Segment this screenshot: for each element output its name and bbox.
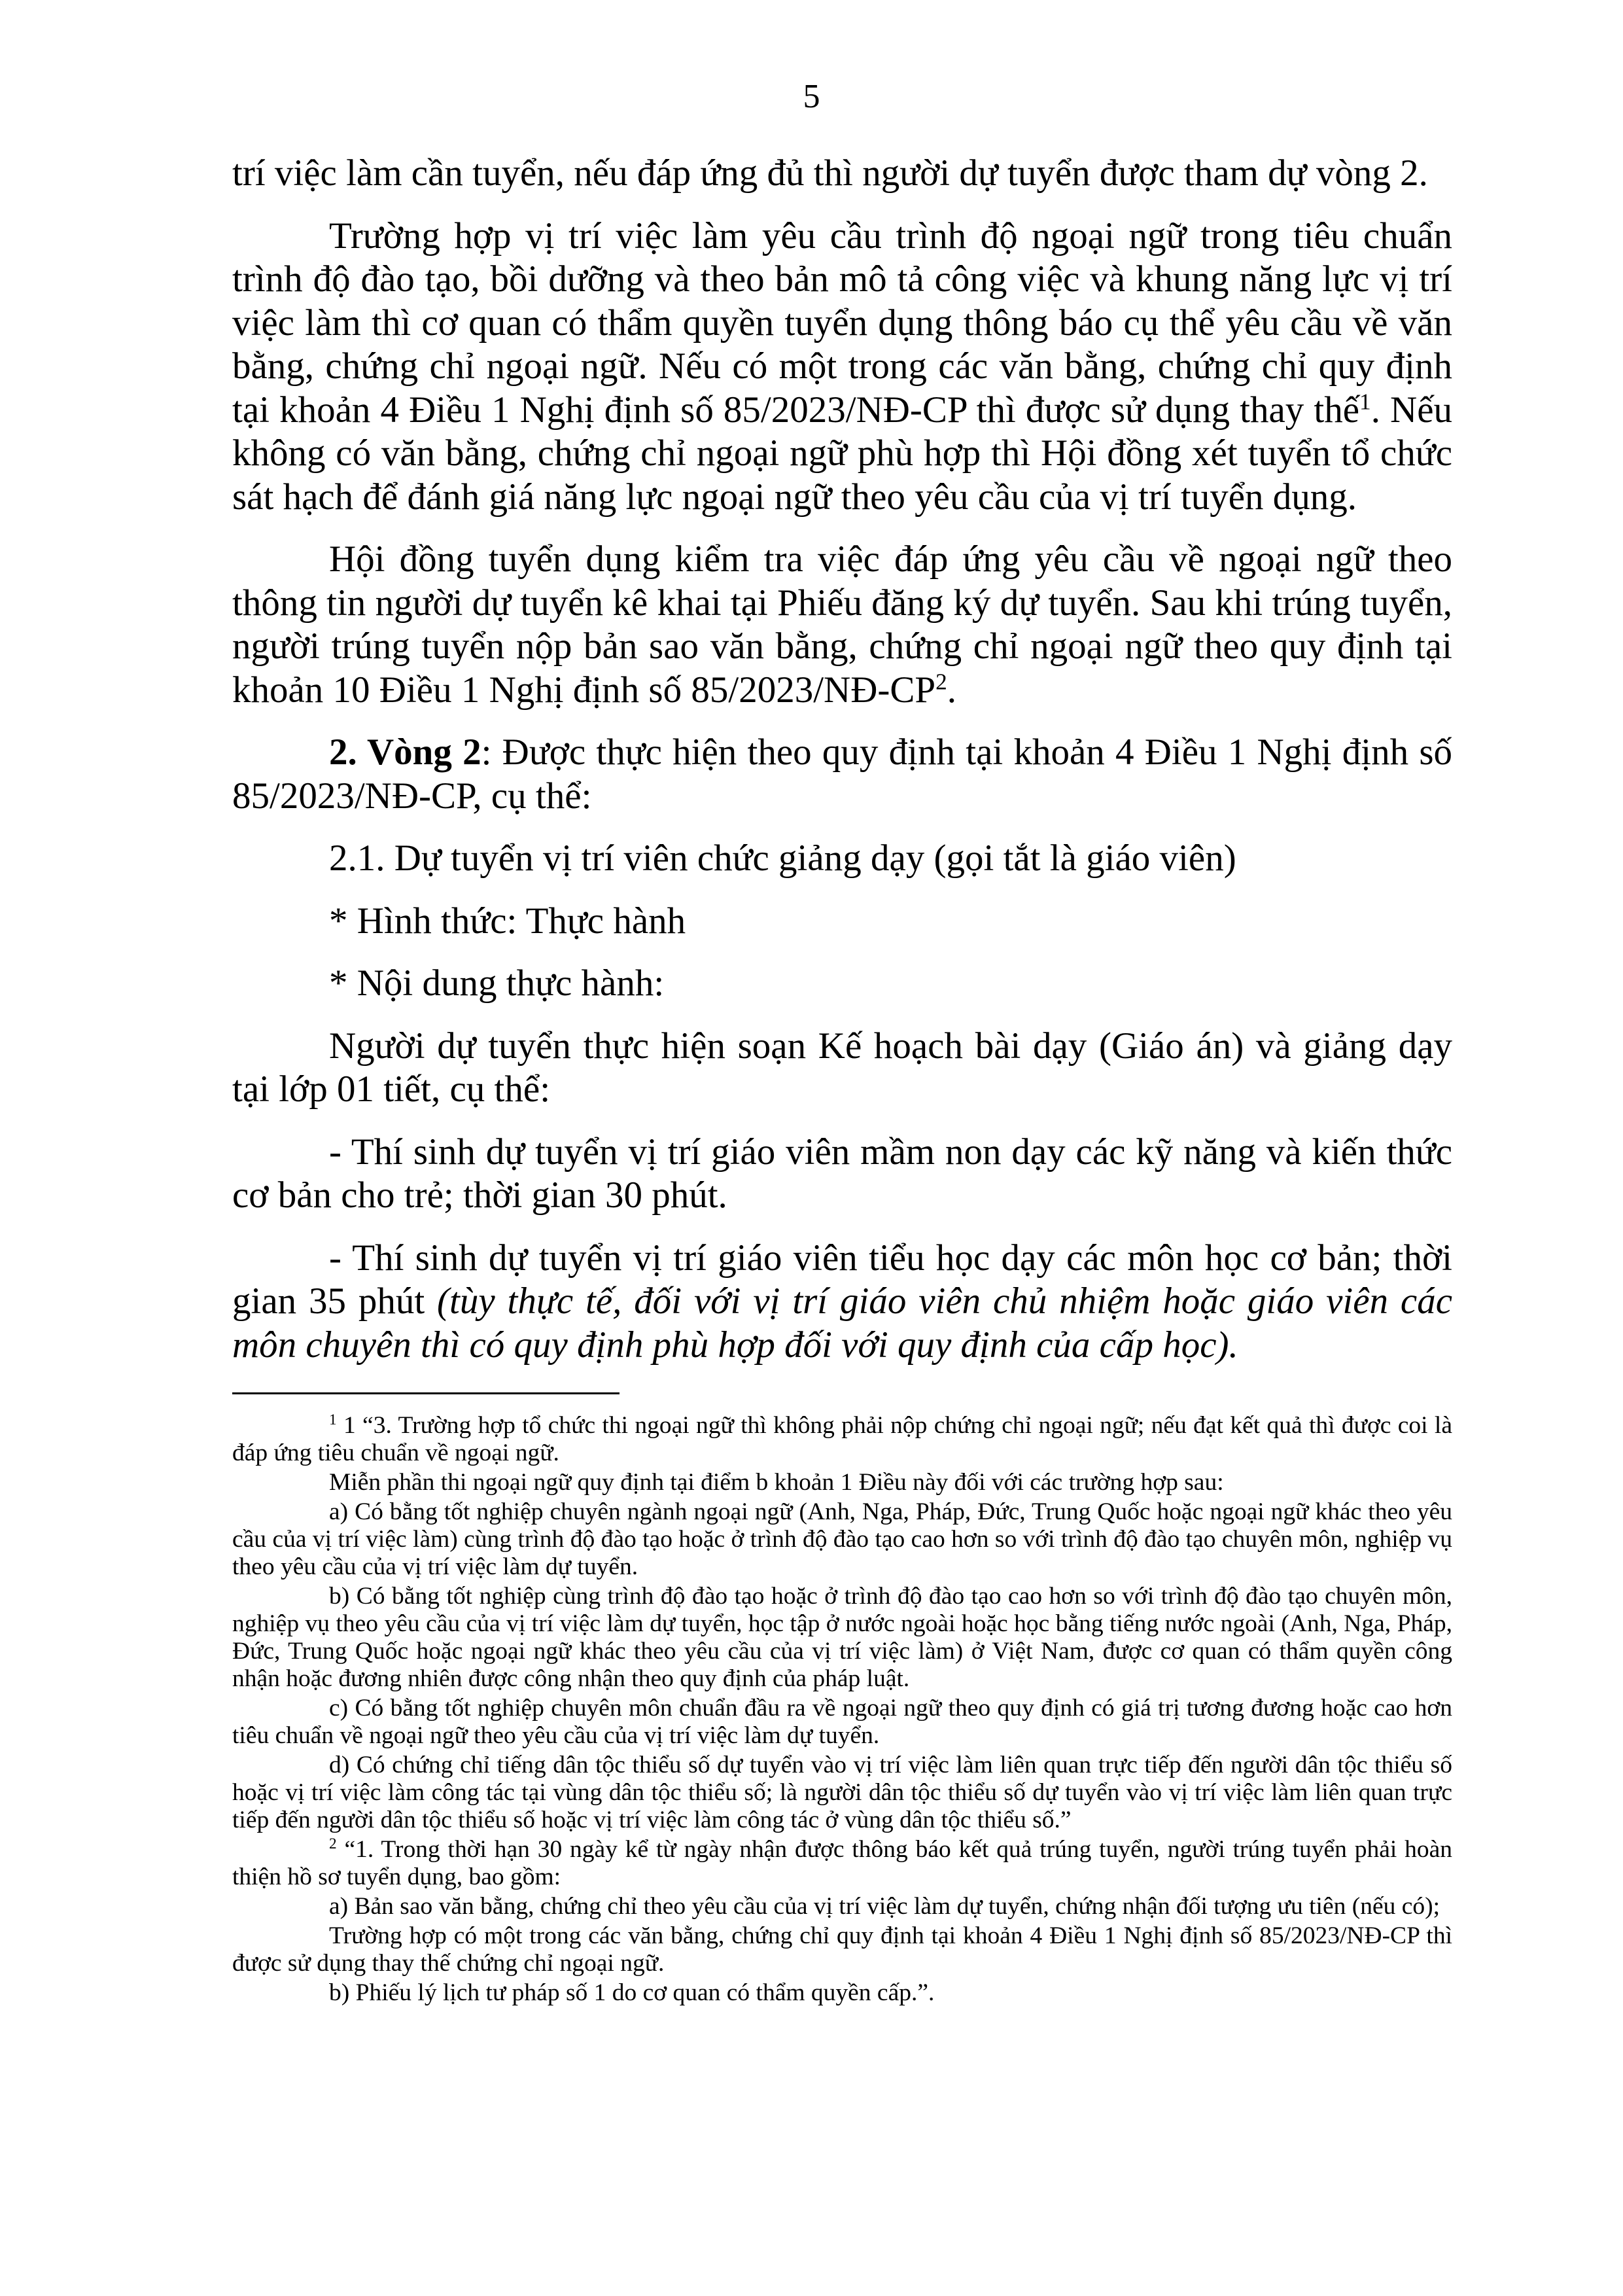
paragraph-lesson-plan: Người dự tuyển thực hiện soạn Kế hoạch bài dạy (Giáo án) và giảng dạy tại lớp 01 tiết, cụ thể: xyxy=(232,1025,1452,1110)
paragraph-3-text-b: . xyxy=(947,669,956,711)
paragraph-primary-text: - Thí sinh dự tuyển vị trí giáo viên tiểu học dạy các môn học cơ bản; thời gian 35 phút xyxy=(232,1237,1452,1322)
section-heading-round-2: 2. Vòng 2 xyxy=(329,732,481,773)
footnote-1-line-2: Miễn phần thi ngoại ngữ quy định tại điểm b khoản 1 Điều này đối với các trường hợp sau: xyxy=(329,1469,1224,1496)
footnotes xyxy=(232,1412,1452,2009)
footnote-2-mark: 2 xyxy=(329,1835,337,1853)
paragraph-round-2-text: : Được thực hiện theo quy định tại khoản 4 Điều 1 Nghị định số 85/2023/NĐ-CP, cụ thể: xyxy=(232,732,1453,817)
paragraph-round-2 xyxy=(232,731,1452,818)
paragraph-2 xyxy=(232,215,1452,520)
footnote-2-line-1 xyxy=(232,1836,1452,1891)
footnote-ref-2[interactable]: 2 xyxy=(935,669,947,695)
paragraph-2-text-b: . Nếu không có văn bằng, chứng chỉ ngoại ngữ phù hợp thì Hội đồng xét tuyển tổ chức sát hạch để đánh giá năng lực ngoại ngữ theo yêu cầu của vị trí tuyển dụng. xyxy=(232,389,1453,518)
paragraph-3 xyxy=(232,538,1452,712)
content-line: * Nội dung thực hành: xyxy=(329,963,665,1004)
footnote-1-text: 1 “3. Trường hợp tổ chức thi ngoại ngữ thì không phải nộp chứng chỉ ngoại ngữ; nếu đạt kết quả thì được coi là đáp ứng tiêu chuẩn về ngoại ngữ. xyxy=(232,1412,1452,1466)
paragraph-1: trí việc làm cần tuyển, nếu đáp ứng đủ thì người dự tuyển được tham dự vòng 2. xyxy=(232,152,1428,194)
paragraph-primary-italic: (tùy thực tế, đối với vị trí giáo viên chủ nhiệm hoặc giáo viên các môn chuyên thì có quy định phù hợp đối với quy định của cấp học). xyxy=(232,1280,1452,1366)
footnote-2-item-b: b) Phiếu lý lịch tư pháp số 1 do cơ quan có thẩm quyền cấp.”. xyxy=(329,1979,935,2006)
form-line: * Hình thức: Thực hành xyxy=(329,900,686,942)
footnote-1-line-1 xyxy=(232,1412,1452,1467)
page-number: 5 xyxy=(803,78,820,115)
paragraph-2-text-a: Trường hợp vị trí việc làm yêu cầu trình độ ngoại ngữ trong tiêu chuẩn trình độ đào tạo, bồi dưỡng và theo bản mô tả công việc và khung năng lực vị trí việc làm thì cơ quan có thẩm quyền tuyển dụng thông báo cụ thể yêu cầu về văn bằng, chứng chỉ ngoại ngữ. Nếu có một trong các văn bằng, chứng chỉ quy định tại khoản 4 Điều 1 Nghị định số 85/2023/NĐ-CP thì được sử dụng thay thế xyxy=(232,215,1452,431)
footnote-2-text: “1. Trong thời hạn 30 ngày kể từ ngày nhận được thông báo kết quả trúng tuyển, người trúng tuyển phải hoàn thiện hồ sơ tuyển dụng, bao gồm: xyxy=(232,1836,1452,1890)
document-body xyxy=(232,152,1452,1386)
footnote-2-item-a: a) Bản sao văn bằng, chứng chỉ theo yêu cầu của vị trí việc làm dự tuyển, chứng nhận đối tượng ưu tiên (nếu có); xyxy=(329,1893,1440,1920)
footnote-1-item-a: a) Có bằng tốt nghiệp chuyên ngành ngoại ngữ (Anh, Nga, Pháp, Đức, Trung Quốc hoặc ngoại ngữ khác theo yêu cầu của vị trí việc làm) cùng trình độ đào tạo hoặc ở trình độ đào tạo cao hơn so với trình độ đào tạo chuyên môn, nghiệp vụ theo yêu cầu của vị trí việc làm dự tuyển. xyxy=(232,1498,1452,1580)
paragraph-preschool: - Thí sinh dự tuyển vị trí giáo viên mầm non dạy các kỹ năng và kiến thức cơ bản cho trẻ; thời gian 30 phút. xyxy=(232,1131,1452,1216)
footnote-1-mark: 1 xyxy=(329,1411,337,1429)
paragraph-3-text-a: Hội đồng tuyển dụng kiểm tra việc đáp ứng yêu cầu về ngoại ngữ theo thông tin người dự tuyển kê khai tại Phiếu đăng ký dự tuyển. Sau khi trúng tuyển, người trúng tuyển nộp bản sao văn bằng, chứng chỉ ngoại ngữ theo quy định tại khoản 10 Điều 1 Nghị định số 85/2023/NĐ-CP xyxy=(232,539,1452,711)
footnote-2-line-3: Trường hợp có một trong các văn bằng, chứng chỉ quy định tại khoản 4 Điều 1 Nghị định số 85/2023/NĐ-CP thì được sử dụng thay thế chứng chỉ ngoại ngữ. xyxy=(232,1922,1452,1977)
footnote-1-item-d: d) Có chứng chỉ tiếng dân tộc thiểu số dự tuyển vào vị trí việc làm liên quan trực tiếp đến người dân tộc thiểu số hoặc vị trí việc làm công tác tại vùng dân tộc thiểu số; là người dân tộc thiểu số dự tuyển vào vị trí việc làm liên quan trực tiếp đến người dân tộc thiểu số hoặc vị trí việc làm công tác ở vùng dân tộc thiểu số.” xyxy=(232,1752,1452,1833)
footnote-1-item-b: b) Có bằng tốt nghiệp cùng trình độ đào tạo hoặc ở trình độ đào tạo cao hơn so với trình độ đào tạo chuyên môn, nghiệp vụ theo yêu cầu của vị trí việc làm dự tuyển, học tập ở nước ngoài hoặc học bằng tiếng nước ngoài (Anh, Nga, Pháp, Đức, Trung Quốc hoặc ngoại ngữ khác theo yêu cầu của vị trí việc làm) ở Việt Nam, được cơ quan có thẩm quyền công nhận hoặc đương nhiên được công nhận theo quy định của pháp luật. xyxy=(232,1583,1452,1692)
paragraph-primary xyxy=(232,1237,1452,1368)
subsection-2-1: 2.1. Dự tuyển vị trí viên chức giảng dạy (gọi tắt là giáo viên) xyxy=(329,838,1236,879)
footnote-ref-1[interactable]: 1 xyxy=(1359,389,1371,415)
footnote-separator xyxy=(232,1392,620,1394)
footnote-1-item-c: c) Có bằng tốt nghiệp chuyên môn chuẩn đầu ra về ngoại ngữ theo quy định có giá trị tương đương hoặc cao hơn tiêu chuẩn về ngoại ngữ theo yêu cầu của vị trí việc làm dự tuyển. xyxy=(232,1695,1452,1749)
